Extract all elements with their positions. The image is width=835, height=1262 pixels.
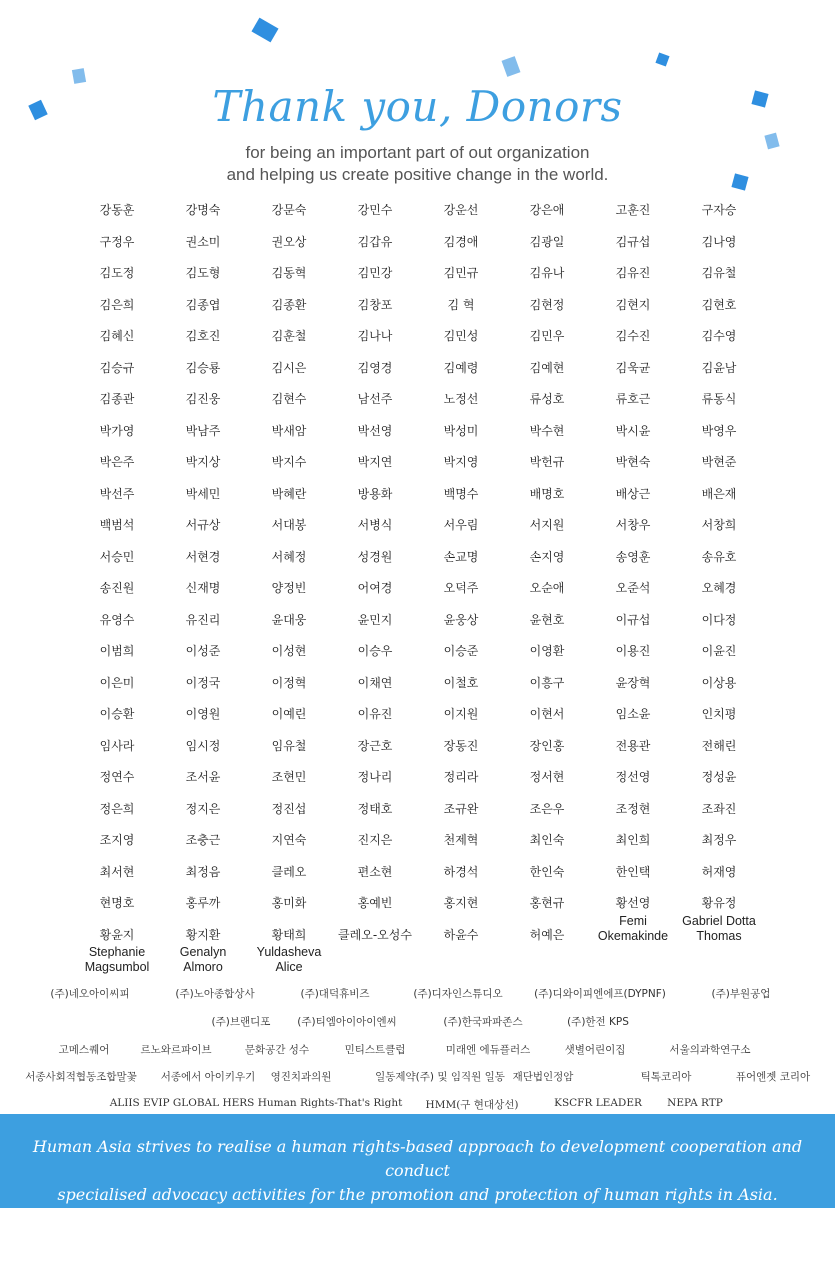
donor-name: 정성윤: [701, 770, 737, 784]
donor-name: 서창희: [701, 518, 737, 532]
donor-name: 이규섭: [615, 612, 651, 627]
donor-name: 김나영: [701, 234, 737, 249]
organization-name: (주)부원공업: [711, 988, 771, 1000]
donor-name: 이성준: [185, 644, 221, 658]
organization-name: 퓨어엔젯 코리아: [735, 1071, 811, 1083]
organization-name: (주)대덕휴비즈: [300, 988, 370, 1000]
organization-name: (주)티엠아이아이엔씨: [297, 1016, 397, 1028]
organization-name: (주)노아종합상사: [175, 988, 255, 1000]
organization-name: 샛별어린이집: [564, 1044, 626, 1056]
donor-name: 배명호: [529, 486, 565, 501]
donor-name: 유영수: [99, 612, 135, 627]
donor-name: 성경원: [357, 549, 393, 564]
donor-name: 하경석: [443, 864, 479, 879]
donor-name: 김혜신: [99, 329, 135, 343]
donor-name: 김종환: [271, 297, 307, 312]
donor-name: 김경애: [443, 234, 479, 249]
donor-name: 김규섭: [615, 234, 651, 249]
donor-name: 김욱균: [615, 360, 651, 375]
donor-name: 허예은: [529, 927, 565, 942]
donor-name: 김호진: [185, 329, 221, 343]
donor-name: 김유나: [529, 266, 565, 280]
donor-name: 이윤진: [701, 644, 737, 658]
donor-name: 김시은: [271, 360, 307, 375]
donor-name: 편소현: [357, 864, 393, 879]
organization-name: 영진치과의원: [270, 1071, 332, 1083]
donor-name: 김민강: [357, 266, 393, 280]
organization-name: KSCFR LEADER: [554, 1097, 642, 1109]
donor-name: 이승준: [443, 644, 479, 658]
donor-name: 김나나: [357, 329, 393, 343]
donor-name: Gabriel Dotta Thomas: [682, 913, 756, 943]
organization-name: 민티스트클럽: [344, 1044, 406, 1056]
donor-name: 조현민: [271, 770, 307, 784]
donor-name: 송영훈: [615, 549, 651, 564]
donor-name: 신재명: [185, 581, 221, 595]
donor-name: 장인홍: [529, 738, 565, 753]
donor-name: 최인숙: [529, 833, 565, 847]
donor-name: 김영경: [357, 360, 393, 375]
donor-name: 이유진: [357, 707, 393, 721]
organization-line-2: [0, 1014, 835, 1034]
subtitle-line-2: and helping us create positive change in the world.: [226, 165, 609, 184]
donor-name: 홍현규: [529, 896, 565, 910]
donor-name: 박가영: [99, 423, 135, 438]
donor-name: 홍미화: [271, 896, 307, 910]
donor-name: 류성호: [529, 392, 565, 406]
organization-name: (주)브랜디포: [211, 1016, 271, 1028]
donor-name: 조규완: [443, 801, 479, 816]
donor-name: 이범희: [99, 644, 135, 658]
donor-name: 서승민: [99, 549, 135, 564]
donor-name: 윤웅상: [443, 612, 479, 627]
donor-name: 손지영: [529, 549, 565, 564]
donor-name: 이정국: [185, 675, 221, 690]
donor-name: 정진섭: [271, 801, 307, 816]
donor-name: 이상용: [701, 675, 737, 690]
donor-name: 박영우: [701, 423, 737, 438]
donor-name: 박지영: [443, 455, 479, 469]
donor-name: 김수진: [615, 329, 651, 343]
donor-name: 박은주: [99, 455, 135, 469]
donor-name: 서우림: [443, 518, 479, 532]
donor-name: 임사라: [99, 738, 135, 753]
organization-name: 르노와르파이브: [140, 1044, 212, 1056]
donor-name: 인치평: [701, 707, 737, 721]
donor-name: 윤장혁: [615, 675, 651, 690]
donor-name: 전용관: [615, 738, 651, 753]
donor-name: 서창우: [615, 518, 651, 532]
organization-name: 문화공간 성수: [244, 1044, 310, 1056]
organization-name: 일동제약(주) 및 임직원 일동: [375, 1071, 505, 1083]
donor-name: 최서현: [99, 864, 135, 879]
donor-name: 이승환: [99, 707, 135, 721]
donor-name: 남선주: [357, 392, 393, 406]
donor-name: 김예현: [529, 360, 565, 375]
donor-name: 황선영: [615, 896, 651, 910]
donor-name: 이은미: [99, 675, 135, 690]
organization-name: 서울의과학연구소: [669, 1044, 751, 1056]
donor-name: 이다정: [701, 612, 737, 627]
donor-name: 고훈진: [615, 203, 651, 217]
donor-name: 백범석: [99, 518, 135, 532]
donor-name: 박현준: [701, 455, 737, 469]
donor-name: 이현서: [529, 707, 565, 721]
donor-name: 홍루까: [185, 896, 221, 910]
donor-name: 강민수: [357, 203, 393, 217]
donor-name: 정서현: [529, 770, 565, 784]
donor-name: 송유호: [701, 549, 737, 564]
donor-name: 서현경: [185, 549, 221, 564]
donor-name: 손교명: [443, 549, 479, 564]
donor-name: 이채연: [357, 675, 393, 690]
donor-name: 김현수: [271, 392, 307, 406]
donor-name: 이흥구: [529, 675, 565, 690]
donor-name: 한인숙: [529, 864, 565, 879]
donor-name: 강동훈: [99, 203, 135, 217]
donor-name: 조충근: [185, 833, 221, 847]
donor-name: 윤대웅: [271, 612, 307, 627]
donor-name: 홍예빈: [357, 896, 393, 910]
donor-name: 정은희: [99, 801, 135, 816]
donor-name: 이정혁: [271, 675, 307, 690]
donor-name: 정연수: [99, 770, 135, 784]
donor-name: 박세민: [185, 486, 221, 501]
donor-name: 김예령: [443, 360, 479, 375]
donor-name: 정선영: [615, 770, 651, 784]
page-title: Thank you, Donors: [212, 82, 623, 131]
organization-name: (주)디와이피엔에프(DYPNF): [534, 988, 666, 1000]
donor-name: 박혜란: [271, 486, 307, 501]
donor-name: 방용화: [357, 486, 393, 501]
confetti-decoration: [655, 52, 669, 66]
confetti-decoration: [502, 56, 521, 77]
donor-name: Yuldasheva Alice: [256, 945, 322, 974]
donor-name: 이예린: [271, 707, 307, 721]
donor-name: 황지환: [185, 927, 221, 942]
donor-name: 서병식: [357, 518, 393, 532]
donor-name: 김광일: [529, 234, 565, 249]
donor-name: 조지영: [99, 833, 135, 847]
donor-name: 클레오-오성수: [338, 927, 412, 942]
donor-name: 김훈철: [271, 329, 307, 343]
donor-name: 강은애: [529, 203, 565, 217]
donor-name: 임소윤: [615, 707, 651, 721]
donor-name: 김 혁: [447, 297, 475, 312]
footer-mission-text: [20, 1135, 815, 1207]
donor-name: 임시정: [185, 738, 221, 753]
donor-name: 서대봉: [271, 518, 307, 532]
donor-name: 김유진: [615, 266, 651, 280]
donor-name: 노정선: [443, 392, 479, 406]
donor-name: 박선주: [99, 486, 135, 501]
footer-line-2: specialised advocacy activities for the promotion and protection of human rights in Asia.: [57, 1185, 778, 1204]
donor-name: 장근호: [357, 738, 393, 753]
donor-name: 박지상: [185, 455, 221, 469]
donor-name: Genalyn Almoro: [179, 945, 227, 974]
donor-name: 임유철: [271, 738, 307, 753]
organization-name: 고메스퀘어: [58, 1044, 110, 1056]
donor-name: 이지원: [443, 707, 479, 721]
donor-name: 클레오: [271, 864, 307, 879]
organization-name: NEPA RTP: [667, 1097, 723, 1109]
donor-name: 김윤남: [701, 360, 737, 375]
donor-name: 김갑유: [357, 234, 393, 249]
donor-name: 강명숙: [185, 203, 221, 217]
donor-name: 김승규: [99, 360, 135, 375]
organization-line-4: [0, 1069, 835, 1089]
donor-name: 김진웅: [185, 392, 221, 406]
donor-name: 양정빈: [271, 581, 307, 595]
donor-name: 김민규: [443, 266, 479, 280]
donor-name: 박시윤: [615, 423, 651, 438]
donor-name: Femi Okemakinde: [597, 913, 669, 943]
donor-name: 황태희: [271, 927, 307, 942]
donor-name: 하윤수: [443, 927, 479, 942]
donor-name: 김민성: [443, 329, 479, 343]
donor-name: 어여경: [357, 581, 393, 595]
organization-name: ALIIS EVIP GLOBAL HERS Human Rights-That's Right: [109, 1097, 403, 1109]
donor-name: 허재영: [701, 864, 737, 879]
organization-name: 서종사회적협동조합말꽃: [25, 1071, 137, 1083]
organization-name: (주)한전 KPS: [567, 1016, 629, 1028]
donor-name: 이철호: [443, 675, 479, 690]
donor-name: 박남주: [185, 423, 221, 438]
donor-name-grid: [74, 198, 762, 986]
confetti-decoration: [251, 18, 278, 43]
donor-name: 한인택: [615, 864, 651, 879]
donor-name: 박현숙: [615, 455, 651, 469]
organization-name: (주)네오아이씨피: [50, 988, 130, 1000]
donor-name: 김승룡: [185, 360, 221, 375]
donor-name: Stephanie Magsumbol: [84, 945, 150, 974]
organization-name: 재단법인정암: [512, 1071, 574, 1083]
donor-name: 전해린: [701, 738, 737, 753]
donor-name: 박지수: [271, 455, 307, 469]
donor-name: 김현정: [529, 297, 565, 312]
donor-name: 유진리: [185, 612, 221, 627]
donor-name: 정태호: [357, 801, 393, 816]
donor-name: 류동식: [701, 392, 737, 406]
donor-name: 최정우: [701, 833, 737, 847]
donor-name: 이승우: [357, 644, 393, 658]
organization-name: (주)디자인스튜디오: [413, 988, 503, 1000]
organization-line-3: [0, 1042, 835, 1062]
donor-name: 박새암: [271, 423, 307, 438]
donor-name: 조정현: [615, 801, 651, 816]
donor-name: 장동진: [443, 738, 479, 753]
organization-name: 틱톡코리아: [640, 1071, 692, 1083]
donor-name: 오혜경: [701, 581, 737, 595]
donor-name: 강운선: [443, 203, 479, 217]
donor-name: 이영원: [185, 707, 221, 721]
donor-name: 정나리: [357, 770, 393, 784]
donor-name: 김창포: [357, 297, 393, 312]
donor-name: 박수현: [529, 423, 565, 438]
donor-name: 최인희: [615, 833, 651, 847]
donor-name: 천제혁: [443, 833, 479, 847]
donor-name: 송진원: [99, 581, 135, 595]
donor-name: 조은우: [529, 801, 565, 816]
donor-name: 김은희: [99, 297, 135, 312]
donor-name: 구정우: [99, 234, 135, 249]
donor-name: 오순애: [529, 581, 565, 595]
donor-name: 배은재: [701, 486, 737, 501]
donor-name: 서규상: [185, 518, 221, 532]
donor-name: 정지은: [185, 801, 221, 816]
donor-name: 김현지: [615, 297, 651, 312]
donor-name: 이용진: [615, 644, 651, 658]
footer-line-1: Human Asia strives to realise a human rights-based approach to development cooperation and conduct: [32, 1137, 803, 1180]
donor-name: 조좌진: [701, 801, 737, 816]
donor-name: 최정음: [185, 864, 221, 879]
organization-name: HMM(구 현대상선): [425, 1099, 519, 1111]
footer-banner: [0, 1114, 835, 1208]
donor-name: 조서윤: [185, 770, 221, 784]
donor-name: 윤민지: [357, 612, 393, 627]
donor-name: 오준석: [615, 581, 651, 595]
donor-name: 김유철: [701, 266, 737, 280]
donor-name: 구자승: [701, 203, 737, 217]
donor-name: 황윤지: [99, 927, 135, 942]
donor-name: 황유정: [701, 896, 737, 910]
organization-line-1: [0, 986, 835, 1006]
donor-name: 김수영: [701, 329, 737, 343]
donor-name: 김현호: [701, 297, 737, 312]
donor-name: 현명호: [99, 896, 135, 910]
donor-name: 박지연: [357, 455, 393, 469]
donor-name: 강문숙: [271, 203, 307, 217]
donor-name: 류호근: [615, 392, 651, 406]
donor-name: 홍지현: [443, 896, 479, 910]
organization-name: (주)한국파파존스: [443, 1016, 523, 1028]
donor-name: 김종관: [99, 392, 135, 406]
donor-name: 김도형: [185, 266, 221, 280]
donor-name: 서지원: [529, 518, 565, 532]
organization-name: 서종에서 아이키우기: [160, 1071, 256, 1083]
donor-name: 백명수: [443, 486, 479, 501]
donor-name: 김민우: [529, 329, 565, 343]
donor-name: 박선영: [357, 423, 393, 438]
donor-name: 권소미: [185, 234, 221, 249]
donor-name: 권오상: [271, 234, 307, 249]
organization-name: 미래엔 에듀플러스: [445, 1044, 531, 1056]
donor-name: 지연숙: [271, 833, 307, 847]
donor-name: 박헌규: [529, 455, 565, 469]
donor-name: 정리라: [443, 770, 479, 784]
donor-name: 배상근: [615, 486, 651, 501]
donor-name: 김동혁: [271, 266, 307, 280]
donor-name: 오덕주: [443, 581, 479, 595]
donor-name: 진지은: [357, 833, 393, 847]
donor-name: 박성미: [443, 423, 479, 438]
subtitle-line-1: for being an important part of out organization: [245, 143, 590, 162]
donor-name: 이성현: [271, 644, 307, 658]
donor-name: 김종엽: [185, 297, 221, 312]
donor-name: 이영환: [529, 644, 565, 658]
donor-name: 서혜정: [271, 549, 307, 564]
donor-name: 윤현호: [529, 612, 565, 627]
donor-name: 김도정: [99, 266, 135, 280]
